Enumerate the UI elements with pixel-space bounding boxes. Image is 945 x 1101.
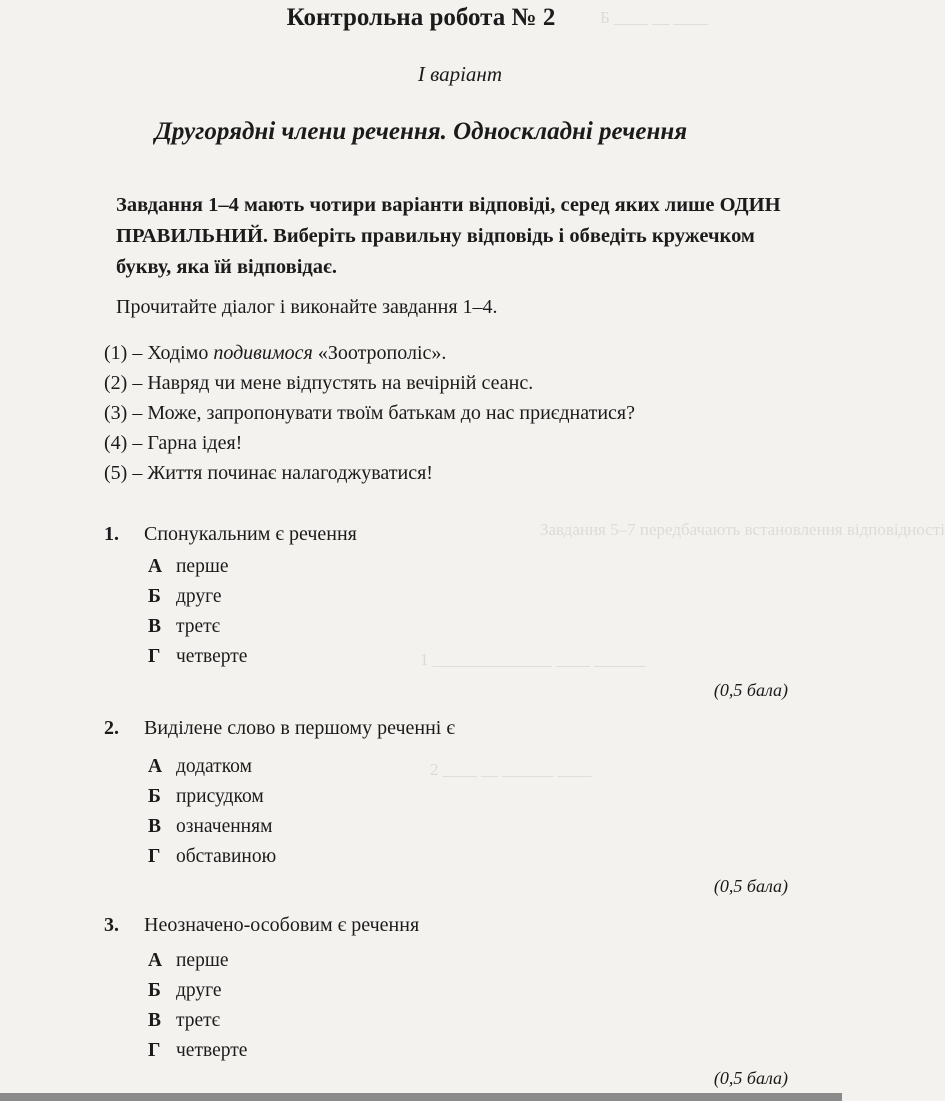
dialog-lines — [104, 338, 635, 488]
option-item[interactable]: Г обставиною — [148, 846, 277, 867]
option-item[interactable]: Б друге — [148, 586, 222, 607]
bleed-through-text: Завдання 5–7 передбачають встановлення відповідності — [540, 520, 945, 539]
option-item[interactable]: Г четверте — [148, 646, 248, 667]
question-3-options — [148, 946, 247, 1066]
option-item[interactable]: В третє — [148, 616, 221, 637]
dialog-line: (1) – Ходімо подивимося «Зоотрополіс». — [104, 342, 447, 364]
dialog-line: (2) – Навряд чи мене відпустять на вечірній сеанс. — [104, 372, 534, 394]
option-item[interactable]: Г четверте — [148, 1040, 248, 1061]
option-item[interactable]: Б друге — [148, 980, 222, 1001]
option-item[interactable]: В третє — [148, 1010, 221, 1031]
question-1-options — [148, 552, 247, 672]
question-3 — [104, 914, 419, 937]
option-item[interactable]: Б присудком — [148, 786, 264, 807]
question-2-options — [148, 752, 276, 872]
points-label: (0,5 бала) — [713, 1068, 788, 1088]
option-item[interactable]: В означенням — [148, 816, 273, 837]
question-number: 1. — [104, 523, 119, 545]
option-item[interactable]: А перше — [148, 950, 229, 971]
option-item[interactable]: А додатком — [148, 756, 252, 777]
question-text: Неозначено-особовим є речення — [144, 914, 420, 936]
dialog-intro: Прочитайте діалог і виконайте завдання 1–4. — [116, 296, 498, 318]
question-text: Спонукальним є речення — [144, 523, 357, 545]
dialog-line: (5) – Життя починає налагоджуватися! — [104, 462, 433, 484]
dialog-line: (3) – Може, запропонувати твоїм батькам до нас приєднатися? — [104, 402, 636, 424]
question-text: Виділене слово в першому реченні є — [144, 717, 455, 739]
topic-heading: Другорядні члени речення. Односкладні речення — [154, 118, 688, 145]
bleed-through-text: 2 ____ __ ______ ____ — [430, 760, 592, 779]
page-title: Контрольна робота № 2 — [286, 4, 556, 31]
dialog-line: (4) – Гарна ідея! — [104, 432, 243, 454]
option-item[interactable]: А перше — [148, 556, 229, 577]
points-label: (0,5 бала) — [713, 680, 788, 700]
page-edge-shadow — [0, 1093, 842, 1101]
bleed-through-text: Б ____ __ ____ — [600, 8, 708, 27]
instructions: Завдання 1–4 мають чотири варіанти відповіді, серед яких лише ОДИН ПРАВИЛЬНИЙ. Виберіть правильну відповідь і обведіть кружечком букву, яка їй відповідає. — [116, 194, 781, 278]
question-2 — [104, 717, 455, 740]
points-label: (0,5 бала) — [713, 876, 788, 896]
question-number: 2. — [104, 717, 119, 739]
question-1 — [104, 523, 357, 546]
bleed-through-text: 1 ______________ ____ ______ — [420, 650, 646, 669]
question-number: 3. — [104, 914, 119, 936]
variant-label: I варіант — [417, 62, 502, 86]
